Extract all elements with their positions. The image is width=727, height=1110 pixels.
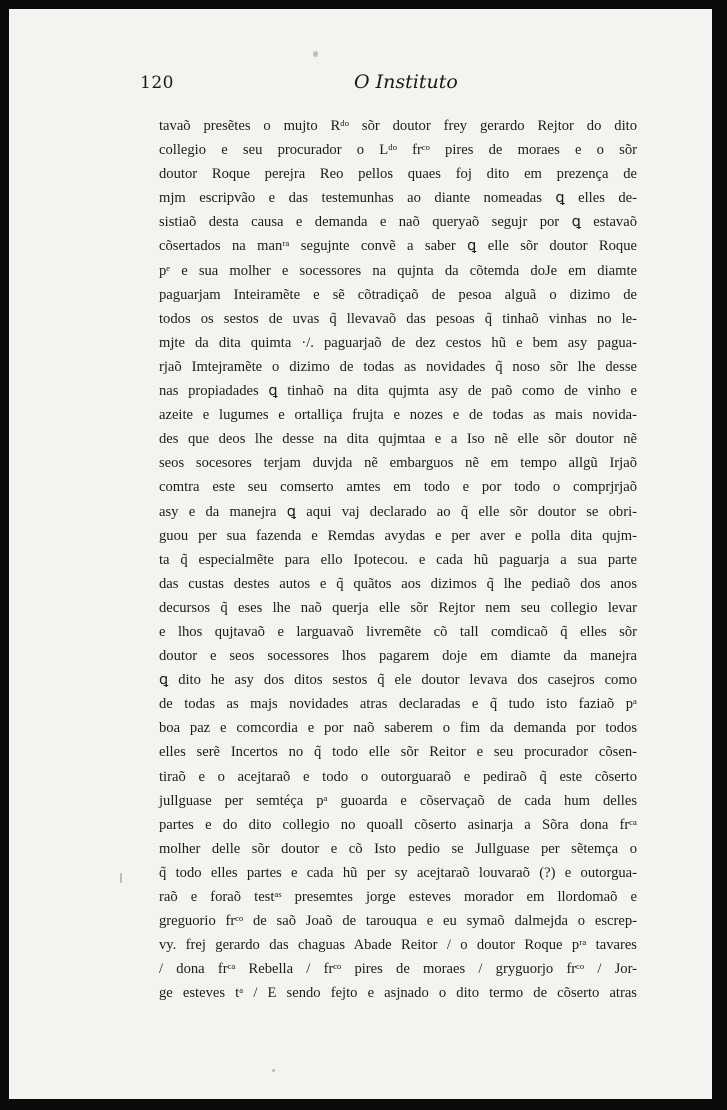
text-line: doutor e seos socessores lhos pagarem doje em diamte da manejra	[159, 648, 637, 665]
text-line: nas propiadades ꝗ tinhaõ na dita qujmta asy de paõ como de vinho e	[159, 383, 637, 400]
text-line: todos os sestos de uvas q̃ llevavaõ das pesoas q̃ tinhaõ vinhas no le-	[159, 310, 637, 327]
text-line: comtra este seu comserto amtes em todo e por todo o comprjrjaõ	[159, 479, 637, 496]
text-line: de todas as majs novidades atras declaradas e q̃ tudo isto faziaõ pᵃ	[159, 696, 637, 713]
running-title: O Instituto	[354, 71, 458, 93]
text-line: partes e do dito collegio no quoall cõserto asinarja a Sõra dona frᶜᵃ	[159, 816, 637, 833]
page-header	[140, 69, 640, 101]
document-body	[159, 114, 637, 1005]
text-line: / dona frᶜᵃ Rebella / frᶜᵒ pires de moraes / gryguorjo frᶜᵒ / Jor-	[159, 961, 637, 978]
text-line: pᵉ e sua molher e socessores na qujnta da cõtemda doJe em diamte	[159, 262, 637, 279]
page-number: 120	[140, 73, 174, 93]
text-line: greguorio frᶜᵒ de saõ Joaõ de tarouqua e eu symaõ dalmejda o escrep-	[159, 913, 637, 930]
paper-speck	[272, 1069, 275, 1072]
text-line: q̃ todo elles partes e cada hũ per sy acejtaraõ louvaraõ (?) e outorgua-	[159, 864, 637, 881]
text-line: collegio e seu procurador o Lᵈᵒ frᶜᵒ pires de moraes e o sõr	[159, 142, 637, 159]
text-line: des que deos lhe desse na dita qujmtaa e a Iso nẽ elle sõr doutor nẽ	[159, 431, 637, 448]
text-line: raõ e foraõ testᵃˢ presemtes jorge esteves morador em llordomaõ e	[159, 889, 637, 905]
text-line: seos socesores terjam duvjda nẽ embarguos nẽ em tempo allgũ Irjaõ	[159, 455, 637, 472]
document-page	[9, 9, 712, 1099]
text-line: cõsertados na manʳᵃ segujnte convẽ a saber ꝗ elle sõr doutor Roque	[159, 238, 637, 255]
text-line: molher delle sõr doutor e cõ Isto pedio se Jullguase per sẽtemça o	[159, 840, 637, 857]
text-line: mjte da dita quimta ·/. paguarjaõ de dez cestos hũ e bem asy pagua-	[159, 334, 637, 351]
text-line: azeite e lugumes e ortalliça frujta e nozes e de todas as mais novida-	[159, 407, 637, 424]
text-line: ta q̃ especialmẽte para ello Ipotecou. e cada hũ paguarja a sua parte	[159, 551, 637, 568]
text-line: mjm escripvão e das testemunhas ao diante nomeadas ꝗ elles de-	[159, 190, 637, 207]
text-line: jullguase per semtéça pᵃ guoarda e cõservaçaõ de cada hum delles	[159, 792, 637, 809]
text-line: vy. frej gerardo das chaguas Abade Reitor / o doutor Roque pʳᵃ tavares	[159, 937, 637, 954]
text-line: ge esteves tᵃ / E sendo fejto e asjnado o dito termo de cõserto atras	[159, 985, 637, 1002]
text-line: boa paz e comcordia e por naõ saberem o fim da demanda por todos	[159, 720, 637, 737]
text-line: das custas destes autos e q̃ quãtos aos dizimos q̃ lhe pediaõ dos anos	[159, 575, 637, 592]
text-line: paguarjam Inteiramẽte e sẽ cõtradiçaõ de pesoa alguã o dizimo de	[159, 286, 637, 303]
text-line: guou per sua fazenda e Remdas avydas e per aver e polla dita qujm-	[159, 527, 637, 544]
text-line: tavaõ presẽtes o mujto Rᵈᵒ sõr doutor frey gerardo Rejtor do dito	[159, 118, 637, 134]
text-line: e lhos qujtavaõ e larguavaõ livremẽte cõ tall comdicaõ q̃ elles sõr	[159, 623, 637, 640]
text-line: tiraõ e o acejtaraõ e todo o outorguaraõ e pediraõ q̃ este cõserto	[159, 768, 637, 785]
text-line: ꝗ dito he asy dos ditos sestos q̃ ele doutor levava dos casejros como	[159, 672, 637, 689]
text-line: sistiaõ desta causa e demanda e naõ queryaõ segujr por ꝗ estavaõ	[159, 214, 637, 231]
paper-speck	[120, 873, 122, 883]
text-line: decursos q̃ eses lhe naõ querja elle sõr Rejtor nem seu collegio levar	[159, 599, 637, 616]
text-line: elles serẽ Incertos no q̃ todo elle sõr Reitor e seu procurador cõsen-	[159, 744, 637, 761]
text-line: doutor Roque perejra Reo pellos quaes foj dito em prezença de	[159, 166, 637, 183]
paper-speck	[313, 51, 318, 57]
text-line: asy e da manejra ꝗ aqui vaj declarado ao q̃ elle sõr doutor se obri-	[159, 503, 637, 520]
text-line: rjaõ Imtejramẽte o dizimo de todas as novidades q̃ noso sõr lhe desse	[159, 358, 637, 375]
